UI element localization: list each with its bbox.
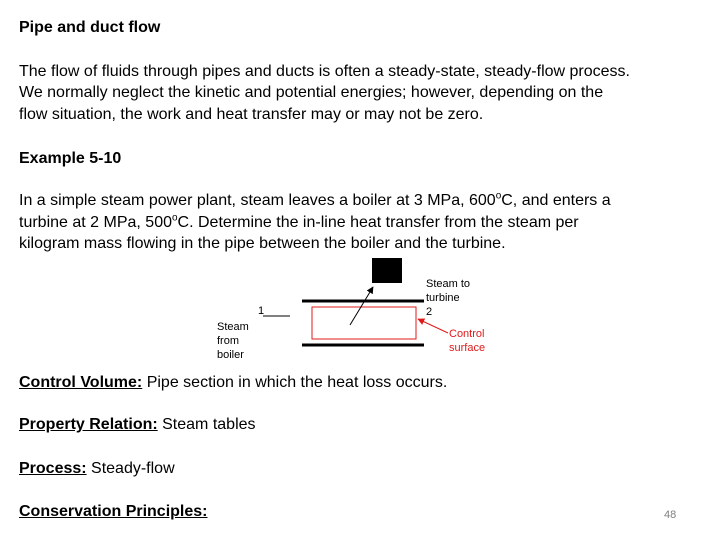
control-surface-arrow	[418, 319, 448, 333]
intro-line-1: The flow of fluids through pipes and ducts is often a steady-state, steady-flow process.	[19, 63, 630, 80]
heat-loss-arrow	[350, 287, 373, 325]
state-1-label: 1	[258, 305, 265, 317]
control-surface-box	[312, 307, 416, 339]
steam-to-turbine-line-2: turbine	[426, 292, 460, 304]
problem-line-1: In a simple steam power plant, steam leaves a boiler at 3 MPa, 600$^o$C, and enters a	[19, 190, 611, 209]
intro-line-2: We normally neglect the kinetic and potential energies; however, depending on the	[19, 84, 604, 101]
problem-line-2: turbine at 2 MPa, 500$^o$C. Determine the in-line heat transfer from the steam per	[19, 212, 579, 231]
control-surface-label-line-1: Control	[449, 328, 485, 340]
intro-line-3: flow situation, the work and heat transfer may or may not be zero.	[19, 106, 484, 123]
property-relation-line: Property Relation: Steam tables	[19, 416, 256, 433]
control-volume-line: Control Volume: Pipe section in which the heat loss occurs.	[19, 374, 448, 391]
process-line: Process: Steady-flow	[19, 460, 175, 477]
problem-line-3: kilogram mass flowing in the pipe between the boiler and the turbine.	[19, 235, 506, 252]
page-number: 48	[664, 509, 677, 521]
steam-to-turbine-line-1: Steam to	[426, 278, 471, 290]
page-title: Pipe and duct flow	[19, 19, 161, 36]
heat-sink-block	[372, 258, 402, 283]
example-heading: Example 5-10	[19, 150, 122, 167]
conservation-principles-heading: Conservation Principles:	[19, 503, 208, 520]
state-2-label: 2	[426, 306, 433, 318]
steam-from-boiler-line-1: Steam	[217, 321, 249, 333]
steam-from-boiler-line-2: from	[217, 335, 239, 347]
control-surface-label-line-2: surface	[449, 342, 486, 354]
steam-from-boiler-line-3: boiler	[217, 349, 244, 361]
